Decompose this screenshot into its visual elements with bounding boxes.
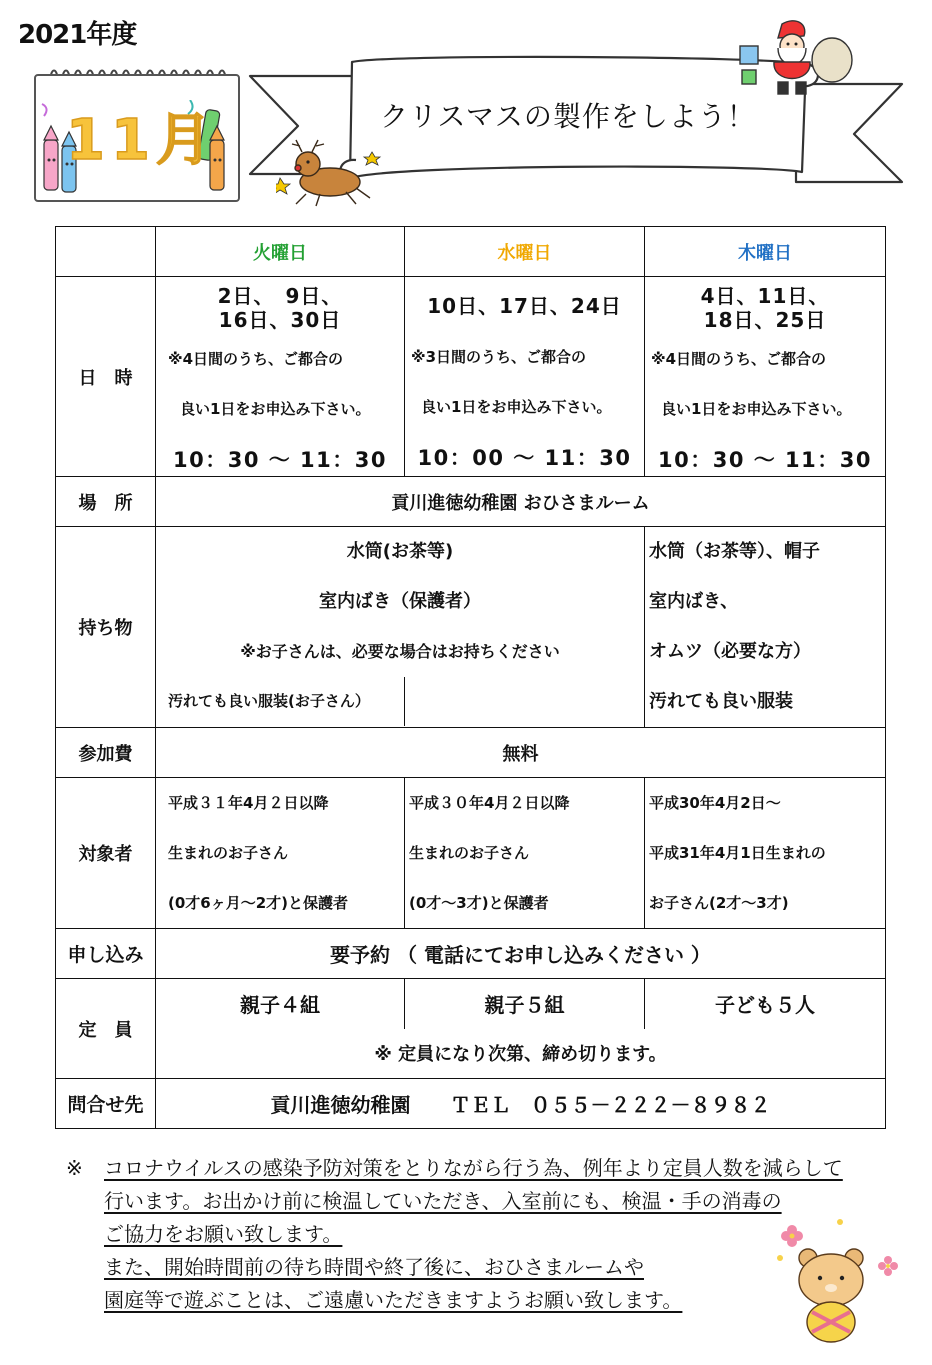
table-row <box>56 929 886 979</box>
empty-cell <box>405 677 644 726</box>
wednesday-dates: 10日、17日、24日 <box>427 293 622 318</box>
target-line: 生まれのお子さん <box>409 844 530 862</box>
thursday-dates: 4日、11日、 18日、25日 <box>700 283 830 332</box>
table-row <box>56 227 886 277</box>
year-label: 2021年度 <box>18 20 137 50</box>
place-value: 貢川進徳幼稚園 おひさまルーム <box>156 477 886 527</box>
row-label-place: 場 所 <box>56 477 156 527</box>
target-line: お子さん(2才～3才) <box>649 894 789 912</box>
day-header-tuesday: 火曜日 <box>156 227 405 277</box>
table-row <box>56 527 886 728</box>
target-wednesday <box>405 778 645 929</box>
belongings-tue-wed <box>156 527 645 728</box>
month-label: 11月 <box>66 108 218 173</box>
belongings-note: ※お子さんは、必要な場合はお持ちください <box>240 642 560 661</box>
target-thursday <box>645 778 886 929</box>
tuesday-time: 10：30 ～ 11：30 <box>172 447 388 472</box>
row-label-datetime: 日 時 <box>56 277 156 477</box>
reindeer-icon <box>276 138 384 208</box>
table-row <box>56 1029 886 1079</box>
belongings-item: 室内ばき（保護者） <box>319 591 481 612</box>
wednesday-note-2: 良い1日をお申込み下さい。 <box>421 397 612 416</box>
row-label-apply: 申し込み <box>56 929 156 979</box>
target-line: 平成31年4月1日生まれの <box>649 844 826 862</box>
wednesday-time: 10：00 ～ 11：30 <box>417 445 632 470</box>
row-label-contact: 問合せ先 <box>56 1079 156 1129</box>
tuesday-note-2: 良い1日をお申込み下さい。 <box>180 399 371 418</box>
datetime-thursday <box>645 277 886 477</box>
note-line: ご協力をお願い致します。 <box>104 1222 343 1246</box>
thursday-note-2: 良い1日をお申込み下さい。 <box>661 399 852 418</box>
day-header-thursday: 木曜日 <box>645 227 886 277</box>
corner-cell <box>56 227 156 277</box>
table-row <box>56 477 886 527</box>
banner-title: クリスマスの製作をしよう！ <box>380 100 756 133</box>
contact-value: 貢川進徳幼稚園 ＴＥＬ ０５５－２２２－８９８２ <box>156 1079 886 1129</box>
belongings-thursday <box>645 527 886 728</box>
target-line: 平成30年4月2日～ <box>649 794 781 812</box>
row-label-fee: 参加費 <box>56 728 156 778</box>
thursday-time: 10：30 ～ 11：30 <box>657 447 873 472</box>
wednesday-note: ※3日間のうち、ご都合の <box>411 347 587 366</box>
capacity-note: ※ 定員になり次第、締め切ります。 <box>156 1029 886 1079</box>
table-row <box>56 277 886 477</box>
note-line: 行います。お出かけ前に検温していただき、入室前にも、検温・手の消毒の <box>104 1189 782 1213</box>
santa-icon <box>738 18 856 104</box>
table-row <box>56 778 886 929</box>
table-row <box>56 979 886 1029</box>
apply-value: 要予約 （ 電話にてお申し込みください ） <box>156 929 886 979</box>
bear-icon <box>770 1214 904 1344</box>
belongings-item: 水筒（お茶等）、帽子 <box>649 541 820 562</box>
belongings-last-row <box>156 677 644 726</box>
target-line: 平成３０年4月２日以降 <box>409 794 570 812</box>
tuesday-dates: 2日、 9日、 16日、30日 <box>217 283 343 332</box>
note-line: また、開始時間前の待ち時間や終了後に、おひさまルームや <box>104 1255 644 1279</box>
target-line: 生まれのお子さん <box>168 844 289 862</box>
target-line: (0才～3才)と保護者 <box>409 894 549 912</box>
note-line: コロナウイルスの感染予防対策をとりながら行う為、例年より定員人数を減らして <box>104 1156 843 1180</box>
fee-value: 無料 <box>156 728 886 778</box>
note-mark: ※ <box>66 1156 83 1180</box>
capacity-thursday: 子ども５人 <box>645 979 886 1029</box>
capacity-wednesday: 親子５組 <box>405 979 645 1029</box>
row-label-target: 対象者 <box>56 778 156 929</box>
target-line: 平成３１年4月２日以降 <box>168 794 329 812</box>
belongings-item: 汚れても良い服装 <box>649 691 793 712</box>
datetime-wednesday <box>405 277 645 477</box>
note-line: 園庭等で遊ぶことは、ご遠慮いただきますようお願い致します。 <box>104 1288 683 1312</box>
capacity-tuesday: 親子４組 <box>156 979 405 1029</box>
belongings-item: 汚れても良い服装(お子さん） <box>156 677 405 726</box>
target-tuesday <box>156 778 405 929</box>
thursday-note: ※4日間のうち、ご都合の <box>651 349 827 368</box>
tuesday-note: ※4日間のうち、ご都合の <box>168 349 344 368</box>
datetime-tuesday <box>156 277 405 477</box>
belongings-item: オムツ（必要な方） <box>649 641 811 662</box>
table-row <box>56 728 886 778</box>
info-table <box>55 226 886 1129</box>
belongings-item: 水筒(お茶等) <box>346 541 454 562</box>
row-label-capacity: 定 員 <box>56 979 156 1079</box>
day-header-wednesday: 水曜日 <box>405 227 645 277</box>
row-label-belongings: 持ち物 <box>56 527 156 728</box>
belongings-item: 室内ばき、 <box>649 591 739 612</box>
target-line: (0才6ヶ月～2才)と保護者 <box>168 894 349 912</box>
table-row <box>56 1079 886 1129</box>
